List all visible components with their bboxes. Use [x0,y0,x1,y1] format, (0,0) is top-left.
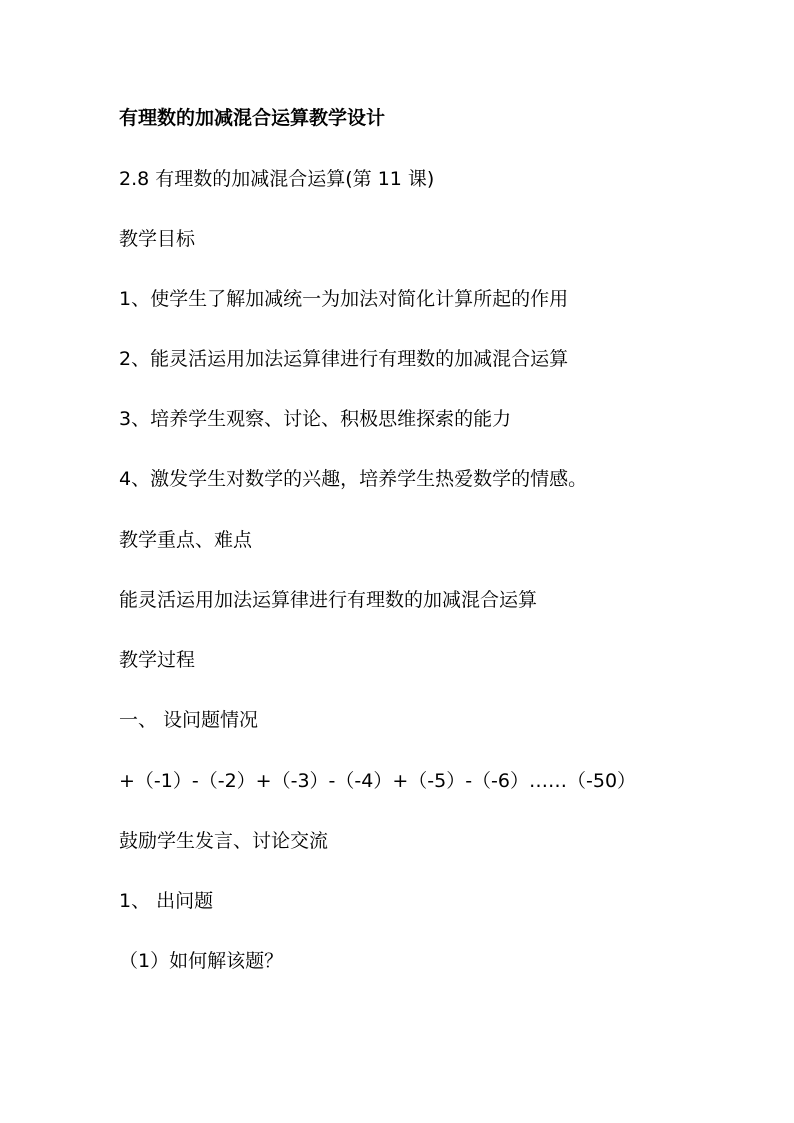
objective-item-4: 4、激发学生对数学的兴趣，培养学生热爱数学的情感。 [119,468,588,490]
key-points-heading: 教学重点、难点 [119,529,253,551]
lesson-heading: 2.8 有理数的加减混合运算(第 11 课) [119,168,435,190]
math-expression: +（-1）-（-2）+（-3）-（-4）+（-5）-（-6）……（-50） [119,770,637,792]
process-heading: 教学过程 [119,649,196,671]
objective-item-1: 1、使学生了解加减统一为加法对简化计算所起的作用 [119,288,569,310]
encourage-text: 鼓励学生发言、讨论交流 [119,830,329,852]
document-title: 有理数的加减混合运算教学设计 [119,107,386,129]
key-points-text: 能灵活运用加法运算律进行有理数的加减混合运算 [119,589,538,611]
section-one-heading: 一、 设问题情况 [119,709,259,731]
objectives-heading: 教学目标 [119,228,196,250]
question-one: （1）如何解该题？ [119,950,284,972]
sub-section-one: 1、 出问题 [119,890,214,912]
objective-item-2: 2、能灵活运用加法运算律进行有理数的加减混合运算 [119,348,569,370]
objective-item-3: 3、培养学生观察、讨论、积极思维探索的能力 [119,408,512,430]
